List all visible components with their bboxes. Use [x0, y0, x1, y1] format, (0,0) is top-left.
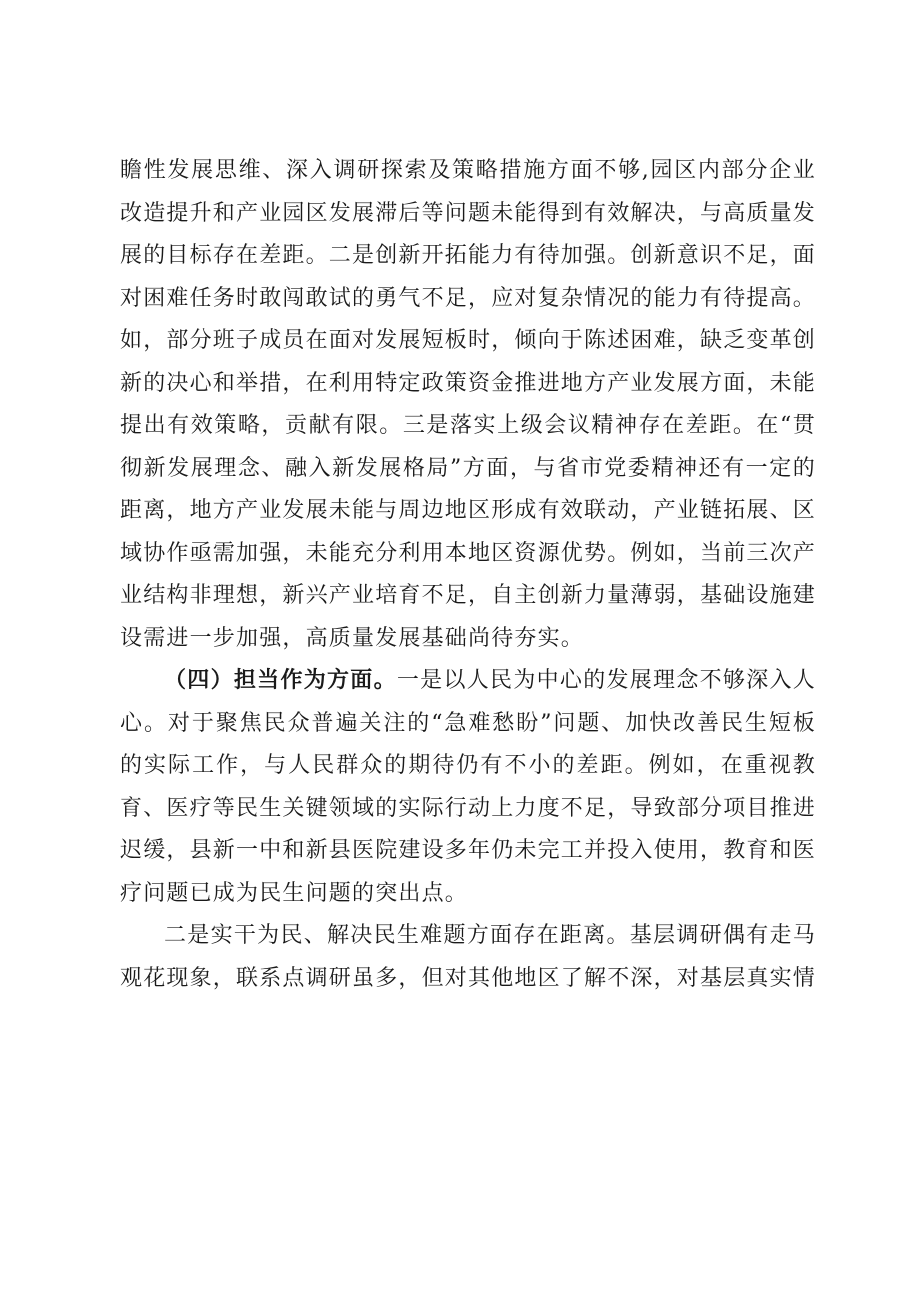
paragraph-text: 一是以人民为中心的发展理念不够深入人心。对于聚焦民众普遍关注的“急难愁盼”问题、加快改善民生短板的实际工作，与人民群众的期待仍有不小的差距。例如，在重视教育、医疗等民生关键领域的实际行动上力度不足，导致部分项目推进迟缓，县新一中和新县医院建设多年仍未完工并投入使用，教育和医疗问题已成为民生问题的突出点。 [120, 668, 817, 906]
paragraph-second-point [120, 915, 816, 1000]
paragraph-text: 二是实干为民、解决民生难题方面存在距离。基层调研偶有走马观花现象，联系点调研虽多，但对其他地区了解不深，对基层真实情 [120, 923, 817, 991]
paragraph-text: 瞻性发展思维、深入调研探索及策略措施方面不够,园区内部分企业改造提升和产业园区发展滞后等问题未能得到有效解决，与高质量发展的目标存在差距。二是创新开拓能力有待加强。创新意识不足，面对困难任务时敢闯敢试的勇气不足，应对复杂情况的能力有待提高。如，部分班子成员在面对发展短板时，倾向于陈述困难，缺乏变革创新的决心和举措，在利用特定政策资金推进地方产业发展方面，未能提出有效策略，贡献有限。三是落实上级会议精神存在差距。在“贯彻新发展理念、融入新发展格局”方面，与省市党委精神还有一定的距离，地方产业发展未能与周边地区形成有效联动，产业链拓展、区域协作亟需加强，未能充分利用本地区资源优势。例如，当前三次产业结构非理想，新兴产业培育不足，自主创新力量薄弱，基础设施建设需进一步加强，高质量发展基础尚待夯实。 [120, 158, 817, 651]
paragraph-continued [120, 150, 816, 660]
paragraph-section-four [120, 660, 816, 915]
section-heading: （四）担当作为方面。 [164, 668, 397, 693]
body-text [120, 150, 816, 1000]
